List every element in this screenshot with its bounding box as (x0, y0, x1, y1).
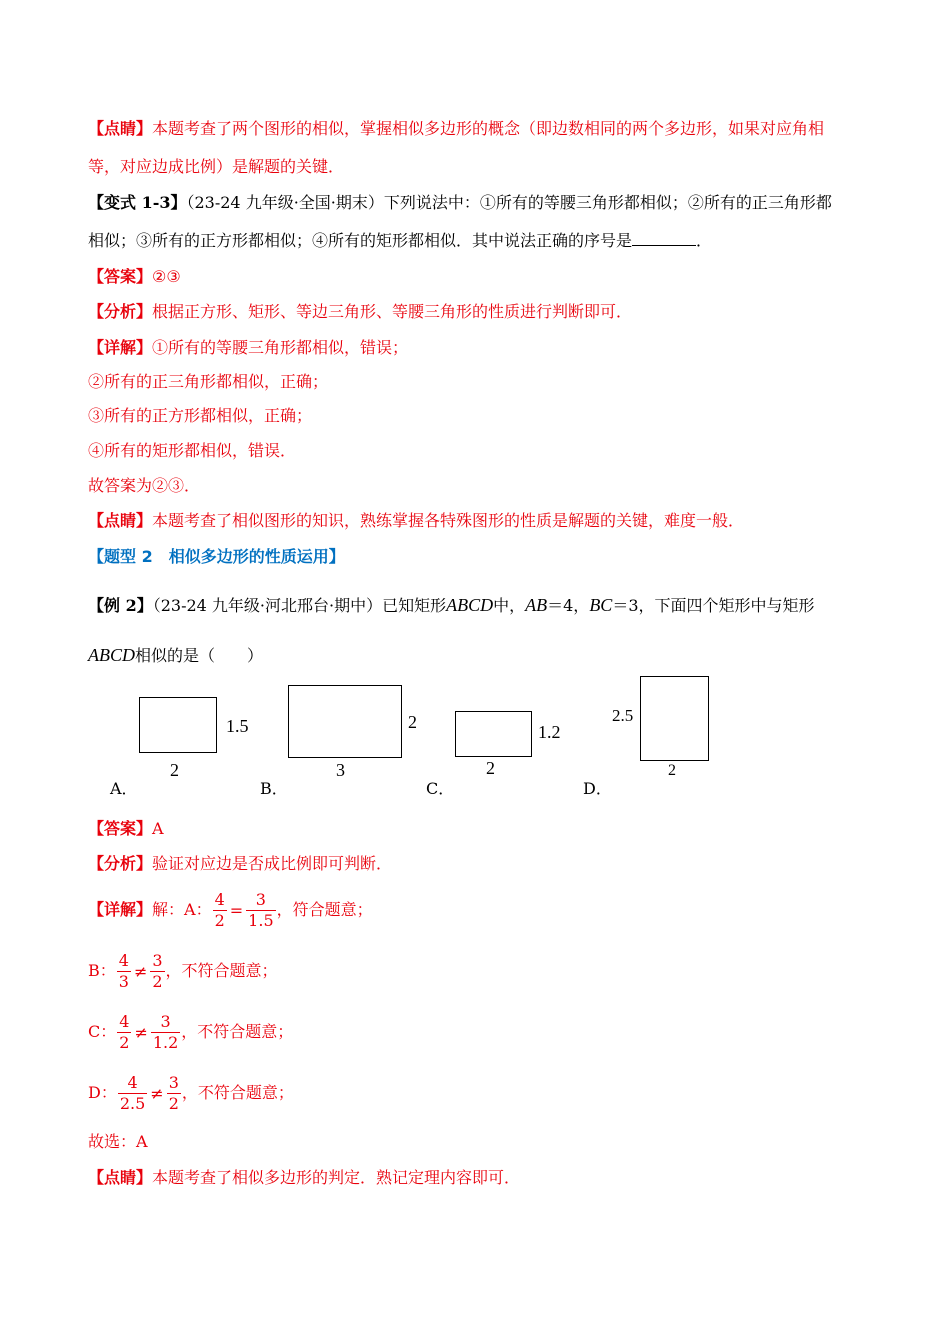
analysis-line-1 (88, 301, 632, 323)
side-ab-value: ＝4， (547, 596, 590, 615)
rect-b (288, 685, 402, 758)
numerator: 4 (118, 1073, 147, 1094)
analysis-line-2 (88, 853, 392, 875)
detail-line-1 (88, 337, 408, 359)
rect-c-width: 2 (486, 758, 495, 778)
rect-d-height: 2.5 (612, 706, 634, 725)
numerator: 4 (214, 890, 225, 909)
detail-line-3: ③所有的正方形都相似，正确； (88, 406, 313, 425)
detail-line-2: ②所有的正三角形都相似，正确； (88, 372, 329, 391)
variant-period: ． (696, 231, 713, 250)
fraction-d-right (167, 1073, 181, 1114)
key-point-text: 本题考查了相似多边形的判定．熟记定理内容即可． (152, 1168, 521, 1187)
rect-c-height: 1.2 (538, 722, 561, 742)
fraction-c-left (117, 1012, 131, 1053)
section-heading: 【题型 2 相似多边形的性质运用】 (88, 547, 345, 566)
option-d-label: D． (583, 779, 612, 798)
variant-question-line-1 (88, 192, 832, 214)
rect-a (139, 697, 217, 753)
denominator: 1.2 (152, 1033, 179, 1052)
fraction-d-left (118, 1073, 147, 1114)
answer-text: ②③ (152, 267, 181, 286)
detail-lead: 解：A： (152, 900, 212, 919)
side-bc: BC (589, 595, 613, 615)
detail-tail: ，不符合题意； (165, 961, 278, 980)
rect-c (455, 711, 532, 757)
example-text-cont: 相似的是（ ） (135, 646, 264, 665)
detail-eq-d (88, 1071, 294, 1116)
analysis-tag: 【分析】 (88, 302, 153, 321)
detail-tail: ，不符合题意； (181, 1022, 294, 1041)
key-point-tag: 【点睛】 (88, 511, 153, 530)
detail-line-4: ④所有的矩形都相似，错误． (88, 441, 297, 460)
denominator: 2 (168, 1094, 179, 1113)
detail-eq-a (88, 888, 373, 933)
rect-name-2: ABCD (88, 645, 135, 665)
fraction-a-left (213, 890, 227, 931)
denominator: 2 (119, 1033, 130, 1052)
option-c-label: C． (426, 779, 455, 798)
key-point-text: 本题考查了两个图形的相似，掌握相似多边形的概念（即边数相同的两个多边形，如果对应角相 (152, 119, 825, 138)
example-tag: 【例 2】 (88, 596, 153, 615)
example-question-line-2 (88, 644, 263, 667)
detail-eq-c (88, 1010, 293, 1055)
example-question-line-1 (88, 594, 815, 617)
detail-prefix: B： (88, 961, 116, 980)
detail-select: 故选：A (88, 1132, 148, 1151)
denominator: 2.5 (119, 1094, 146, 1113)
operator: ≠ (134, 1022, 148, 1042)
rect-b-height: 2 (408, 712, 417, 732)
detail-tail: ，不符合题意； (181, 1083, 294, 1102)
operator: ≠ (150, 1083, 164, 1103)
answer-line-1 (88, 266, 181, 288)
rect-b-width: 3 (336, 760, 345, 780)
rect-a-height: 1.5 (226, 716, 249, 736)
denominator: 3 (118, 972, 129, 991)
answer-line-2 (88, 818, 164, 840)
variant-text-cont: 相似；③所有的正方形都相似；④所有的矩形都相似．其中说法正确的序号是 (88, 231, 633, 250)
numerator: 4 (118, 951, 129, 970)
side-ab: AB (525, 595, 548, 615)
detail-tag: 【详解】 (88, 338, 153, 357)
option-a-label: A． (110, 779, 138, 798)
denominator: 1.5 (248, 911, 274, 930)
key-point-tag: 【点睛】 (88, 1168, 153, 1187)
fraction-b-left (117, 951, 131, 992)
variant-source: （23-24 九年级·全国·期末） (186, 193, 384, 212)
detail-tag: 【详解】 (88, 900, 153, 919)
detail-prefix: C： (88, 1022, 117, 1041)
key-point-text-cont: 等，对应边成比例）是解题的关键． (88, 157, 345, 176)
detail-tail: ，符合题意； (276, 900, 373, 919)
key-point-text: 本题考查了相似图形的知识，熟练掌握各特殊图形的性质是解题的关键，难度一般． (152, 511, 745, 530)
answer-tag: 【答案】 (88, 267, 153, 286)
key-point-line-1 (88, 118, 824, 140)
variant-question-line-2 (88, 230, 712, 252)
denominator: 2 (152, 972, 163, 991)
example-source: （23-24 九年级·河北邢台·期中）已知矩形 (152, 596, 447, 615)
fraction-b-right (150, 951, 164, 992)
rect-a-width: 2 (170, 760, 179, 780)
detail-line-5: 故答案为②③． (88, 476, 201, 495)
operator: ≠ (133, 961, 148, 981)
variant-tag: 【变式 1-3】 (88, 193, 187, 212)
example-mid: 中， (493, 596, 526, 615)
example-rest: 下面四个矩形中与矩形 (654, 596, 815, 615)
detail-prefix: D： (88, 1083, 117, 1102)
detail-text: ①所有的等腰三角形都相似，错误； (152, 338, 409, 357)
operator: = (229, 900, 244, 920)
analysis-text: 根据正方形、矩形、等边三角形、等腰三角形的性质进行判断即可． (152, 302, 633, 321)
answer-blank (632, 231, 696, 246)
numerator: 3 (152, 951, 163, 970)
key-point-line-3 (88, 510, 744, 532)
numerator: 3 (168, 1073, 179, 1092)
fraction-c-right (151, 1012, 180, 1053)
variant-text: 下列说法中：①所有的等腰三角形都相似；②所有的正三角形都 (383, 193, 832, 212)
rect-name: ABCD (446, 595, 494, 615)
detail-eq-b (88, 949, 278, 994)
rect-d-width: 2 (668, 762, 676, 779)
denominator: 2 (214, 911, 225, 930)
key-point-line-4 (88, 1167, 520, 1189)
numerator: 3 (151, 1012, 180, 1033)
numerator: 3 (246, 890, 275, 911)
analysis-text: 验证对应边是否成比例即可判断． (152, 854, 393, 873)
rect-d (640, 676, 709, 761)
answer-tag: 【答案】 (88, 819, 153, 838)
key-point-line-2 (88, 156, 344, 178)
fraction-a-right (246, 890, 275, 931)
key-point-tag: 【点睛】 (88, 119, 153, 138)
numerator: 4 (119, 1012, 130, 1031)
option-b-label: B． (260, 779, 288, 798)
answer-text: A (152, 819, 164, 838)
side-bc-value: ＝3， (612, 596, 655, 615)
analysis-tag: 【分析】 (88, 854, 153, 873)
